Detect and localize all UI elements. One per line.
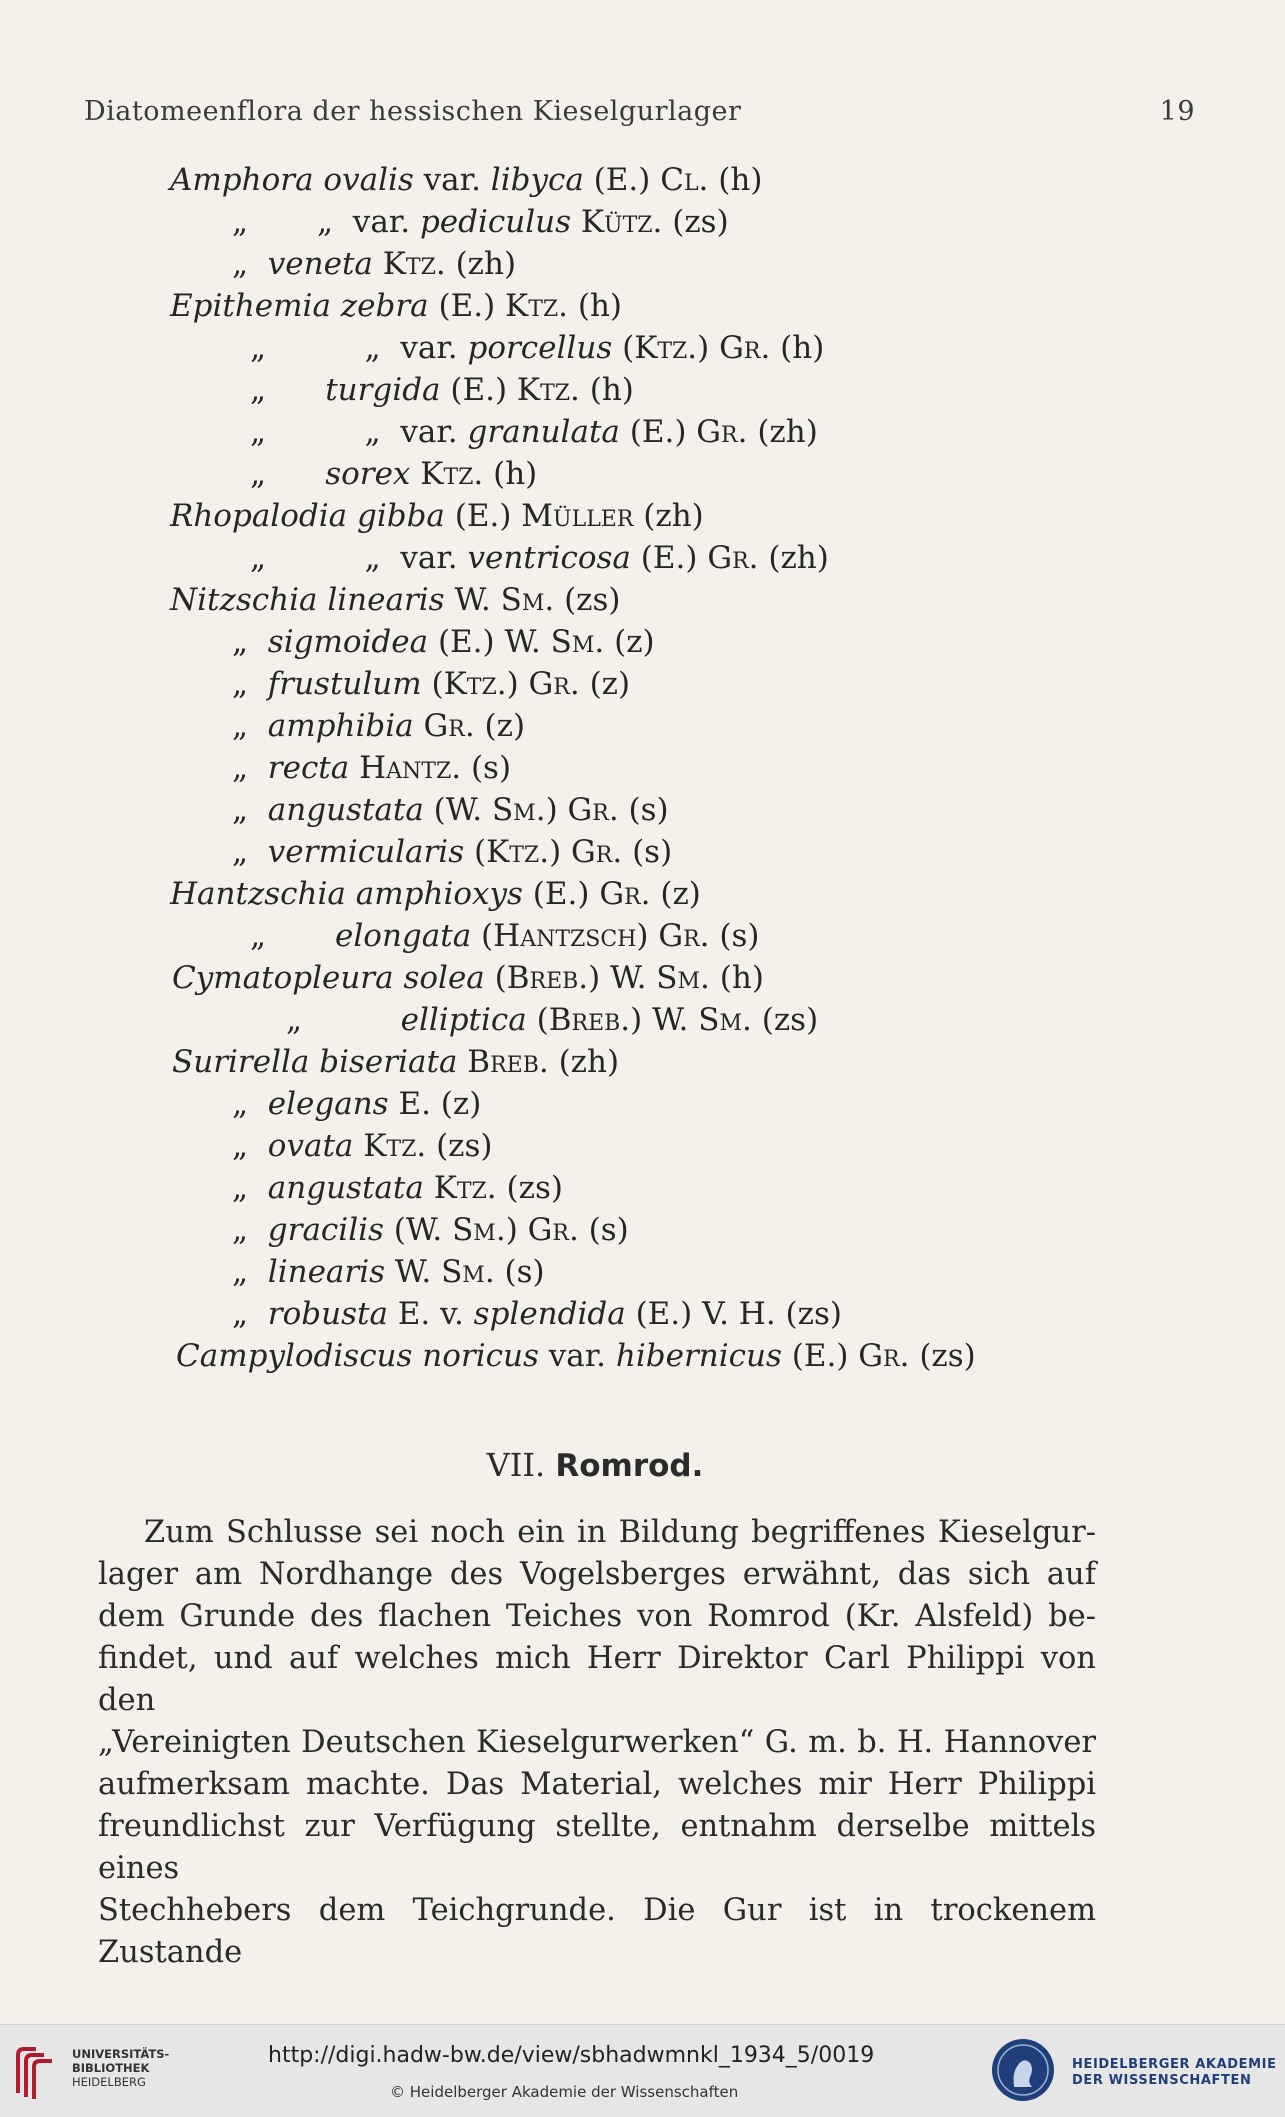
taxon-name: Cymatopleura solea xyxy=(172,960,485,996)
entry-text: E. (z) xyxy=(388,1086,482,1122)
entry-text: (h) xyxy=(579,372,634,408)
taxon-name: frustulum xyxy=(267,666,422,702)
author-abbrev: Breb. xyxy=(506,960,589,996)
author-abbrev: Ktz. xyxy=(505,288,569,324)
entry-text: ) xyxy=(636,918,659,954)
species-entry xyxy=(232,750,511,786)
entry-text: (zs) xyxy=(554,582,621,618)
author-abbrev: Breb. xyxy=(548,1002,631,1038)
entry-text: ) W. xyxy=(630,1002,699,1038)
entry-text: ( xyxy=(526,1002,549,1038)
entry-text: (z) xyxy=(474,708,526,744)
entry-text: „ xyxy=(250,918,336,954)
species-entry xyxy=(232,1128,493,1164)
species-entry xyxy=(170,288,622,324)
entry-text: W. xyxy=(444,582,501,618)
species-entry xyxy=(232,1212,629,1248)
page-number: 19 xyxy=(1159,96,1195,127)
entry-text: ( xyxy=(421,666,444,702)
taxon-name: linearis xyxy=(267,1254,386,1290)
taxon-name: hibernicus xyxy=(615,1338,782,1374)
taxon-name: recta xyxy=(267,750,350,786)
taxon-name: Campylodiscus noricus xyxy=(176,1338,539,1374)
taxon-name: porcellus xyxy=(467,330,613,366)
taxon-name: Rhopalodia gibba xyxy=(170,498,445,534)
entry-text: (zh) xyxy=(633,498,704,534)
footer-bar xyxy=(0,2024,1285,2117)
document-url-link[interactable]: http://digi.hadw-bw.de/view/sbhadwmnkl_1934_5/0019 xyxy=(268,2043,875,2068)
entry-text: „ „ var. xyxy=(250,330,468,366)
entry-text: „ xyxy=(232,1128,268,1164)
taxon-name: ventricosa xyxy=(467,540,631,576)
entry-text: „ „ var. xyxy=(232,204,420,240)
species-entry xyxy=(170,876,701,912)
author-abbrev: Gr. xyxy=(658,918,710,954)
taxon-name: Nitzschia linearis xyxy=(170,582,445,618)
species-entry xyxy=(232,246,516,282)
entry-text: (zs) xyxy=(751,1002,819,1038)
entry-text: ) W. xyxy=(588,960,657,996)
author-abbrev: Gr. xyxy=(707,540,759,576)
entry-text xyxy=(571,204,581,240)
entry-text: (zs) xyxy=(496,1170,563,1206)
running-header xyxy=(84,96,1195,127)
paragraph-line: Zum Schlusse sei noch ein in Bildung begriffenes Kieselgur- xyxy=(144,1515,1096,1550)
entry-text: E. v. xyxy=(387,1296,474,1332)
entry-text: var. xyxy=(538,1338,616,1374)
author-abbrev: Gr. xyxy=(423,708,475,744)
entry-text: ) xyxy=(549,834,572,870)
entry-text: (E.) xyxy=(440,372,517,408)
entry-text: „ xyxy=(232,1254,268,1290)
author-abbrev: Sm. xyxy=(452,1212,506,1248)
entry-text xyxy=(373,246,383,282)
entry-text: (E.) xyxy=(630,540,708,576)
species-entry xyxy=(250,330,824,366)
entry-text: ( xyxy=(612,330,635,366)
entry-text: (zh) xyxy=(548,1044,620,1080)
taxon-name: vermicularis xyxy=(267,834,465,870)
entry-text: (z) xyxy=(604,624,655,660)
author-abbrev: Gr. xyxy=(696,414,748,450)
author-abbrev: Ktz. xyxy=(634,330,698,366)
author-abbrev: Müller xyxy=(521,498,634,534)
author-abbrev: Sm. xyxy=(656,960,710,996)
entry-text: „ xyxy=(232,834,268,870)
entry-text: „ xyxy=(232,1086,268,1122)
taxon-name: elliptica xyxy=(400,1002,527,1038)
species-entry xyxy=(250,540,829,576)
entry-text: (W. xyxy=(383,1212,453,1248)
university-library-logo[interactable] xyxy=(12,2041,172,2103)
species-entry xyxy=(232,834,672,870)
taxon-name: elongata xyxy=(335,918,472,954)
author-abbrev: Cl. xyxy=(660,162,709,198)
author-abbrev: Gr. xyxy=(528,666,580,702)
species-entry xyxy=(232,1296,842,1332)
entry-text: ( xyxy=(464,834,487,870)
author-abbrev: Ktz. xyxy=(486,834,550,870)
entry-text: „ xyxy=(232,750,268,786)
entry-text: „ xyxy=(232,1296,268,1332)
author-abbrev: Gr. xyxy=(719,330,771,366)
entry-text: „ xyxy=(250,372,326,408)
species-entry xyxy=(172,1044,619,1080)
entry-text: „ xyxy=(232,666,268,702)
taxon-name: ovata xyxy=(267,1128,354,1164)
taxon-name: amphibia xyxy=(267,708,414,744)
entry-text: (E.) xyxy=(781,1338,859,1374)
species-entry xyxy=(250,918,759,954)
author-abbrev: Hantz. xyxy=(359,750,462,786)
author-abbrev: Gr. xyxy=(567,792,619,828)
paragraph-line: freundlichst zur Verfügung stellte, entnahm derselbe mittels eines xyxy=(98,1809,1096,1886)
taxon-name: elegans xyxy=(267,1086,389,1122)
taxon-name: Hantzschia amphioxys xyxy=(170,876,523,912)
academy-seal-icon xyxy=(990,2037,1056,2103)
species-entry xyxy=(172,960,764,996)
species-entry xyxy=(286,1002,818,1038)
entry-text: (zs) xyxy=(662,204,729,240)
author-abbrev: Ktz. xyxy=(443,666,507,702)
section-number: VII. xyxy=(486,1446,546,1484)
entry-text: „ xyxy=(232,624,268,660)
taxon-name: turgida xyxy=(325,372,441,408)
entry-text: (h) xyxy=(708,162,763,198)
author-abbrev: Gr. xyxy=(599,876,651,912)
author-abbrev: Ktz. xyxy=(516,372,580,408)
species-entry xyxy=(232,1170,563,1206)
running-title: Diatomeenflora der hessischen Kieselgurlager xyxy=(84,96,742,127)
section-heading xyxy=(0,1446,1190,1484)
taxon-name: angustata xyxy=(267,1170,424,1206)
author-abbrev: Ktz. xyxy=(382,246,446,282)
entry-text: (E.) xyxy=(522,876,600,912)
species-entry xyxy=(232,666,630,702)
entry-text: (z) xyxy=(579,666,631,702)
entry-text: „ xyxy=(232,708,268,744)
taxon-name: splendida xyxy=(473,1296,626,1332)
author-abbrev: Ktz. xyxy=(363,1128,427,1164)
paragraph-line: Stechhebers dem Teichgrunde. Die Gur ist in trockenem Zustande xyxy=(98,1893,1096,1970)
taxon-name: sorex xyxy=(325,456,411,492)
species-entry xyxy=(176,1338,976,1374)
entry-text xyxy=(353,1128,363,1164)
paragraph-line: „Vereinigten Deutschen Kieselgurwerken“ G. m. b. H. Hannover xyxy=(98,1725,1096,1760)
entry-text: (h) xyxy=(770,330,825,366)
entry-text: (zs) xyxy=(909,1338,976,1374)
entry-text: „ xyxy=(232,1212,268,1248)
entry-text: ) xyxy=(545,792,568,828)
species-entry xyxy=(232,1254,545,1290)
species-entry xyxy=(232,204,729,240)
taxon-name: angustata xyxy=(267,792,424,828)
species-entry xyxy=(170,162,762,198)
author-abbrev: Ktz. xyxy=(420,456,484,492)
author-abbrev: Kütz. xyxy=(580,204,663,240)
entry-text: ( xyxy=(484,960,507,996)
entry-text: (zs) xyxy=(426,1128,493,1164)
taxon-name: granulata xyxy=(467,414,620,450)
entry-text: (h) xyxy=(568,288,623,324)
ub-logo-icon xyxy=(12,2043,62,2101)
taxon-name: Surirella biseriata xyxy=(172,1044,458,1080)
entry-text: „ „ var. xyxy=(250,540,468,576)
entry-text: (zh) xyxy=(758,540,829,576)
entry-text: „ „ var. xyxy=(250,414,468,450)
author-abbrev: Hantzsch xyxy=(493,918,637,954)
author-abbrev: Gr. xyxy=(571,834,623,870)
entry-text xyxy=(414,708,424,744)
entry-text: (s) xyxy=(618,792,669,828)
author-abbrev: Ktz. xyxy=(433,1170,497,1206)
copyright-notice: © Heidelberger Akademie der Wissenschaften xyxy=(390,2083,739,2101)
entry-text: (E.) W. xyxy=(428,624,551,660)
entry-text: (E.) xyxy=(444,498,522,534)
entry-text: (E.) xyxy=(428,288,506,324)
entry-text: (h) xyxy=(709,960,764,996)
author-abbrev: Sm. xyxy=(441,1254,495,1290)
species-entry xyxy=(232,624,655,660)
entry-text xyxy=(424,1170,434,1206)
entry-text: ) xyxy=(697,330,720,366)
taxon-name: libyca xyxy=(490,162,584,198)
species-entry xyxy=(170,498,704,534)
ub-logo-text: UNIVERSITÄTS- BIBLIOTHEK HEIDELBERG xyxy=(72,2047,170,2089)
author-abbrev: Sm. xyxy=(550,624,605,660)
entry-text: (s) xyxy=(709,918,760,954)
taxon-name: pediculus xyxy=(419,204,572,240)
species-entry xyxy=(232,1086,481,1122)
entry-text xyxy=(457,1044,467,1080)
entry-text: (s) xyxy=(461,750,512,786)
academy-logo-text: HEIDELBERGER AKADEMIE DER WISSENSCHAFTEN xyxy=(1072,2057,1277,2088)
entry-text: (E.) xyxy=(583,162,661,198)
species-entry xyxy=(170,582,621,618)
author-abbrev: Sm. xyxy=(491,792,546,828)
taxon-name: robusta xyxy=(267,1296,388,1332)
species-entry xyxy=(250,414,818,450)
body-paragraph xyxy=(98,1512,1096,1974)
author-abbrev: Sm. xyxy=(698,1002,752,1038)
section-title: Romrod. xyxy=(555,1448,704,1484)
entry-text xyxy=(349,750,359,786)
entry-text: „ xyxy=(232,792,268,828)
taxon-name: gracilis xyxy=(267,1212,384,1248)
author-abbrev: Gr. xyxy=(858,1338,910,1374)
entry-text: (s) xyxy=(494,1254,545,1290)
paragraph-line: aufmerksam machte. Das Material, welches mir Herr Philippi xyxy=(98,1767,1096,1802)
paragraph-line: dem Grunde des flachen Teiches von Romrod (Kr. Alsfeld) be- xyxy=(98,1599,1096,1634)
entry-text: ( xyxy=(471,918,494,954)
entry-text: ) xyxy=(506,666,529,702)
taxon-name: Epithemia zebra xyxy=(170,288,429,324)
taxon-name: sigmoidea xyxy=(267,624,429,660)
species-entry xyxy=(232,792,669,828)
species-entry xyxy=(250,372,634,408)
entry-text: (W. xyxy=(423,792,492,828)
entry-text: (E.) xyxy=(619,414,697,450)
entry-text: „ xyxy=(286,1002,401,1038)
academy-logo[interactable] xyxy=(990,2037,1280,2107)
entry-text: (s) xyxy=(578,1212,629,1248)
entry-text: (z) xyxy=(650,876,701,912)
paragraph-line: findet, und auf welches mich Herr Direktor Carl Philippi von den xyxy=(98,1641,1096,1718)
entry-text: ) xyxy=(505,1212,528,1248)
entry-text: (E.) V. H. (zs) xyxy=(625,1296,842,1332)
paragraph-line: lager am Nordhange des Vogelsberges erwähnt, das sich auf xyxy=(98,1557,1096,1592)
taxon-name: veneta xyxy=(267,246,373,282)
entry-text xyxy=(410,456,420,492)
species-entry xyxy=(250,456,537,492)
taxon-name: Amphora ovalis xyxy=(170,162,414,198)
species-entry xyxy=(232,708,525,744)
entry-text: „ xyxy=(232,1170,268,1206)
entry-text: „ xyxy=(250,456,326,492)
author-abbrev: Breb. xyxy=(467,1044,549,1080)
entry-text: var. xyxy=(413,162,491,198)
entry-text: (s) xyxy=(622,834,673,870)
author-abbrev: Sm. xyxy=(500,582,555,618)
entry-text: „ xyxy=(232,246,268,282)
author-abbrev: Gr. xyxy=(527,1212,579,1248)
entry-text: W. xyxy=(385,1254,442,1290)
entry-text: (zh) xyxy=(747,414,818,450)
entry-text: (zh) xyxy=(445,246,517,282)
entry-text: (h) xyxy=(483,456,538,492)
